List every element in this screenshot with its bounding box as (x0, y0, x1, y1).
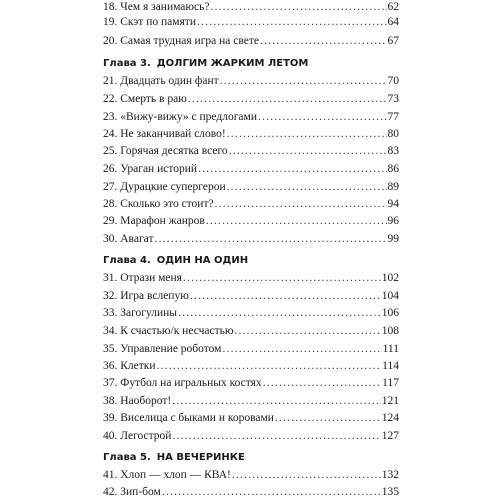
toc-entry-title: 19. Скэт по памяти (103, 16, 196, 28)
toc-entry-page: 114 (382, 360, 399, 372)
chapter-title: НА ВЕЧЕРИНКЕ (156, 452, 245, 463)
chapter-heading (103, 451, 403, 465)
toc-entry-page: 64 (387, 16, 399, 28)
toc-entry[interactable] (103, 74, 399, 88)
toc-entry-page: 104 (381, 290, 399, 302)
chapter-heading (103, 254, 403, 268)
dot-leader (206, 214, 387, 228)
toc-entry-title: 38. Наоборот! (103, 395, 172, 407)
dot-leader (260, 34, 387, 48)
toc-entry-title: 27. Дурацкие супергерои (103, 181, 226, 193)
dot-leader (234, 324, 380, 338)
chapter-number: Глава 4. (103, 255, 151, 266)
dot-leader (157, 359, 382, 373)
toc-entry-title: 26. Ураган историй (103, 163, 198, 175)
dot-leader (222, 342, 381, 356)
toc-entry[interactable] (103, 144, 399, 158)
dot-leader (190, 289, 381, 303)
toc-entry[interactable] (103, 429, 399, 443)
dot-leader (183, 271, 381, 285)
toc-entry[interactable] (103, 110, 399, 124)
toc-entry[interactable] (103, 92, 399, 106)
dot-leader (227, 180, 387, 194)
toc-entry-title: 31. Отрази меня (103, 272, 182, 284)
toc-entry-page: 121 (381, 395, 399, 407)
toc-entry-page: 77 (387, 111, 399, 123)
dot-leader (162, 485, 381, 499)
toc-entry-title: 34. К счастью/к несчастью (103, 325, 234, 337)
toc-entry[interactable] (103, 468, 399, 482)
toc-entry-title: 36. Клетки (103, 360, 156, 372)
dot-leader (197, 15, 387, 29)
toc-entry[interactable] (103, 0, 399, 14)
toc-entry[interactable] (103, 127, 399, 141)
chapter-title: ДОЛГИМ ЖАРКИМ ЛЕТОМ (156, 58, 309, 69)
toc-entry[interactable] (103, 394, 399, 408)
toc-entry[interactable] (103, 289, 399, 303)
toc-entry-page: 117 (382, 377, 399, 389)
toc-entry-page: 89 (387, 181, 399, 193)
toc-entry-title: 41. Хлоп — хлоп — КВА! (103, 469, 231, 481)
toc-entry-title: 40. Легострой (103, 430, 172, 442)
toc-entry-page: 124 (381, 412, 399, 424)
toc-entry-page: 111 (382, 343, 399, 355)
toc-entry[interactable] (103, 197, 399, 211)
toc-entry-page: 99 (387, 233, 399, 245)
toc-entry-title: 30. Авагат (103, 233, 154, 245)
toc-entry-page: 67 (387, 35, 399, 47)
chapter-title: ОДИН НА ОДИН (156, 255, 249, 266)
chapter-heading (103, 57, 403, 71)
toc-entry[interactable] (103, 376, 399, 390)
dot-leader (229, 144, 387, 158)
dot-leader (178, 306, 381, 320)
dot-leader (275, 411, 381, 425)
toc-entry-page: 96 (387, 215, 399, 227)
toc-entry-page: 62 (387, 1, 399, 13)
toc-entry[interactable] (103, 232, 399, 246)
dot-leader (215, 197, 387, 211)
toc-entry[interactable] (103, 342, 399, 356)
toc-entry-title: 33. Загогулины (103, 307, 178, 319)
dot-leader (155, 232, 387, 246)
toc-entry[interactable] (103, 15, 399, 29)
toc-entry-title: 29. Марафон жанров (103, 215, 205, 227)
dot-leader (227, 127, 387, 141)
toc-entry-title: 35. Управление роботом (103, 343, 222, 355)
toc-entry[interactable] (103, 162, 399, 176)
toc-entry-page: 102 (381, 272, 399, 284)
dot-leader (258, 110, 387, 124)
toc-entry[interactable] (103, 34, 399, 48)
toc-entry-page: 70 (387, 75, 399, 87)
toc-entry[interactable] (103, 214, 399, 228)
toc-entry-title: 42. Зип-бом (103, 486, 161, 498)
toc-entry-page: 106 (381, 307, 399, 319)
toc-entry-title: 25. Горячая десятка всего (103, 145, 228, 157)
toc-entry-title: 37. Футбол на игральных костях (103, 377, 262, 389)
dot-leader (198, 162, 386, 176)
toc-entry-page: 73 (387, 93, 399, 105)
chapter-number: Глава 5. (103, 452, 151, 463)
toc-entry-title: 23. «Вижу-вижу» с предлогами (103, 111, 257, 123)
toc-entry[interactable] (103, 271, 399, 285)
dot-leader (263, 376, 381, 390)
toc-entry-page: 135 (381, 486, 399, 498)
toc-entry-title: 18. Чем я занимаюсь? (103, 1, 210, 13)
toc-entry-title: 20. Самая трудная игра на свете (103, 35, 259, 47)
toc-entry[interactable] (103, 324, 399, 338)
toc-entry-title: 32. Игра вслепую (103, 290, 189, 302)
toc-entry-page: 108 (381, 325, 399, 337)
toc-entry-page: 127 (381, 430, 399, 442)
toc-entry[interactable] (103, 180, 399, 194)
toc-entry-title: 21. Двадцать один фант (103, 75, 219, 87)
toc-entry[interactable] (103, 306, 399, 320)
toc-entry-page: 80 (387, 128, 399, 140)
toc-entry-title: 28. Сколько это стоит? (103, 198, 214, 210)
toc-entry-page: 86 (387, 163, 399, 175)
toc-entry-page: 83 (387, 145, 399, 157)
chapter-number: Глава 3. (103, 58, 151, 69)
dot-leader (172, 394, 381, 408)
toc-entry[interactable] (103, 411, 399, 425)
toc-entry-title: 39. Виселица с быками и коровами (103, 412, 274, 424)
dot-leader (232, 468, 381, 482)
toc-entry-page: 94 (387, 198, 399, 210)
dot-leader (210, 0, 386, 14)
dot-leader (220, 74, 387, 88)
toc-entry[interactable] (103, 485, 399, 499)
toc-entry[interactable] (103, 359, 399, 373)
toc-entry-page: 132 (381, 469, 399, 481)
toc-entry-title: 24. Не заканчивай слово! (103, 128, 226, 140)
toc-entry-title: 22. Смерть в раю (103, 93, 187, 105)
dot-leader (172, 429, 380, 443)
dot-leader (188, 92, 387, 106)
